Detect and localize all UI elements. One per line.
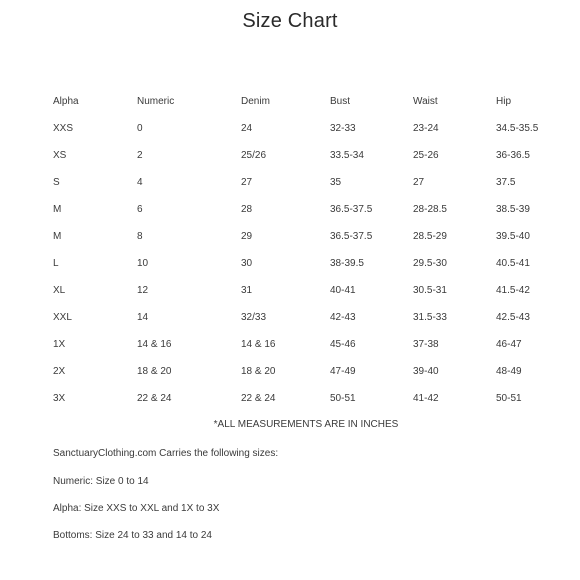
table-cell-bust: 45-46 (330, 339, 356, 350)
table-cell-bust: 36.5-37.5 (330, 231, 373, 242)
table-cell-denim: 18 & 20 (241, 366, 276, 377)
table-cell-numeric: 14 (137, 312, 149, 323)
measurement-note: *ALL MEASUREMENTS ARE IN INCHES (213, 419, 399, 430)
column-header-waist: Waist (413, 96, 438, 107)
table-cell-numeric: 10 (137, 258, 149, 269)
table-cell-numeric: 8 (137, 231, 143, 242)
table-row (0, 250, 580, 277)
bottoms-sizes-text: Bottoms: Size 24 to 33 and 14 to 24 (53, 530, 212, 541)
table-cell-waist: 27 (413, 177, 425, 188)
table-cell-alpha: M (53, 231, 62, 242)
table-cell-waist: 37-38 (413, 339, 439, 350)
column-header-denim: Denim (241, 96, 270, 107)
table-cell-denim: 27 (241, 177, 253, 188)
column-header-numeric: Numeric (137, 96, 175, 107)
table-cell-waist: 29.5-30 (413, 258, 447, 269)
table-cell-hip: 39.5-40 (496, 231, 530, 242)
table-cell-numeric: 12 (137, 285, 149, 296)
table-cell-hip: 48-49 (496, 366, 522, 377)
table-row (0, 115, 580, 142)
table-cell-waist: 31.5-33 (413, 312, 447, 323)
table-row (0, 196, 580, 223)
table-row (0, 142, 580, 169)
table-cell-alpha: 2X (53, 366, 66, 377)
table-cell-numeric: 6 (137, 204, 143, 215)
table-cell-hip: 50-51 (496, 393, 522, 404)
table-cell-denim: 24 (241, 123, 253, 134)
table-cell-waist: 23-24 (413, 123, 439, 134)
table-row (0, 331, 580, 358)
table-row (0, 277, 580, 304)
table-cell-waist: 25-26 (413, 150, 439, 161)
table-cell-denim: 32/33 (241, 312, 267, 323)
table-cell-hip: 38.5-39 (496, 204, 530, 215)
table-cell-denim: 22 & 24 (241, 393, 276, 404)
table-cell-bust: 47-49 (330, 366, 356, 377)
table-cell-numeric: 22 & 24 (137, 393, 172, 404)
table-cell-denim: 31 (241, 285, 253, 296)
table-cell-bust: 40-41 (330, 285, 356, 296)
table-header-row (0, 88, 580, 115)
table-cell-hip: 42.5-43 (496, 312, 530, 323)
column-header-bust: Bust (330, 96, 351, 107)
table-cell-numeric: 18 & 20 (137, 366, 172, 377)
table-cell-hip: 41.5-42 (496, 285, 530, 296)
table-cell-bust: 33.5-34 (330, 150, 364, 161)
table-cell-numeric: 2 (137, 150, 143, 161)
table-cell-bust: 35 (330, 177, 342, 188)
table-cell-bust: 36.5-37.5 (330, 204, 373, 215)
column-header-alpha: Alpha (53, 96, 79, 107)
size-chart-table (0, 88, 580, 412)
table-cell-hip: 46-47 (496, 339, 522, 350)
table-cell-bust: 42-43 (330, 312, 356, 323)
numeric-sizes-text: Numeric: Size 0 to 14 (53, 476, 149, 487)
table-row (0, 304, 580, 331)
column-header-hip: Hip (496, 96, 512, 107)
table-cell-bust: 50-51 (330, 393, 356, 404)
table-cell-alpha: XL (53, 285, 66, 296)
table-cell-alpha: XS (53, 150, 67, 161)
table-cell-hip: 36-36.5 (496, 150, 530, 161)
page-title: Size Chart (242, 10, 338, 32)
table-cell-alpha: XXS (53, 123, 74, 134)
table-cell-alpha: M (53, 204, 62, 215)
table-cell-hip: 40.5-41 (496, 258, 530, 269)
table-cell-alpha: 3X (53, 393, 66, 404)
table-row (0, 223, 580, 250)
table-cell-denim: 28 (241, 204, 253, 215)
sizes-intro-text: SanctuaryClothing.com Carries the following sizes: (53, 448, 279, 459)
table-cell-bust: 32-33 (330, 123, 356, 134)
table-cell-denim: 30 (241, 258, 253, 269)
table-body (0, 115, 580, 412)
table-cell-denim: 25/26 (241, 150, 267, 161)
table-cell-numeric: 0 (137, 123, 143, 134)
table-cell-bust: 38-39.5 (330, 258, 364, 269)
table-cell-alpha: XXL (53, 312, 72, 323)
table-cell-alpha: S (53, 177, 60, 188)
table-cell-waist: 28.5-29 (413, 231, 447, 242)
table-cell-hip: 34.5-35.5 (496, 123, 539, 134)
table-cell-alpha: 1X (53, 339, 66, 350)
alpha-sizes-text: Alpha: Size XXS to XXL and 1X to 3X (53, 503, 220, 514)
table-cell-numeric: 4 (137, 177, 143, 188)
table-cell-denim: 29 (241, 231, 253, 242)
table-cell-waist: 41-42 (413, 393, 439, 404)
table-cell-waist: 28-28.5 (413, 204, 447, 215)
table-cell-waist: 39-40 (413, 366, 439, 377)
table-cell-waist: 30.5-31 (413, 285, 447, 296)
table-row (0, 169, 580, 196)
table-cell-denim: 14 & 16 (241, 339, 276, 350)
table-row (0, 358, 580, 385)
table-cell-alpha: L (53, 258, 59, 269)
table-cell-numeric: 14 & 16 (137, 339, 172, 350)
table-row (0, 385, 580, 412)
table-cell-hip: 37.5 (496, 177, 516, 188)
